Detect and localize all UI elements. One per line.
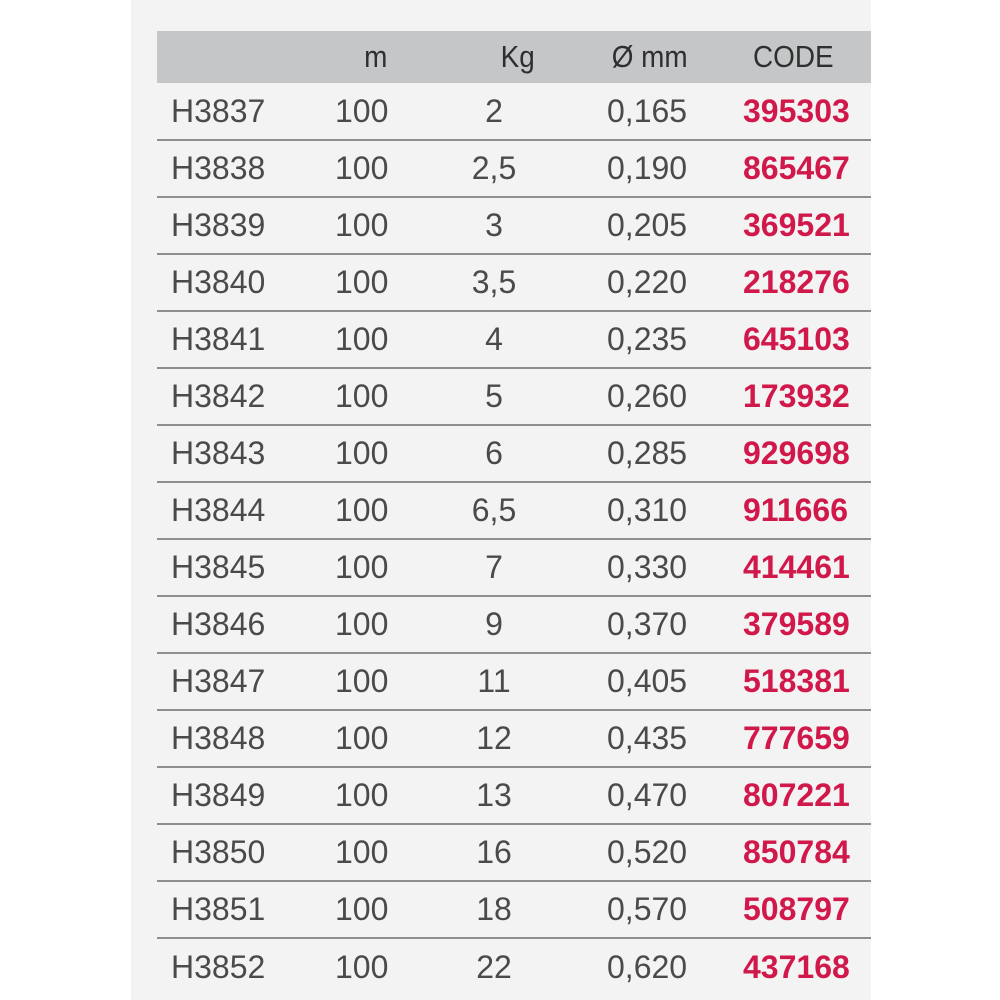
- cell-length-m: 100: [335, 891, 389, 927]
- table-row: [157, 254, 871, 311]
- cell-diameter-mm: 0,190: [607, 150, 688, 186]
- cell-ref: H3850: [171, 834, 266, 870]
- cell-strength-kg: 7: [485, 549, 503, 585]
- cell-code: 645103: [743, 321, 850, 357]
- table-row: [157, 653, 871, 710]
- cell-length-m: 100: [335, 948, 389, 985]
- cell-strength-kg: 2: [485, 92, 503, 129]
- cell-diameter-mm: 0,330: [607, 549, 688, 585]
- cell-diameter-mm: 0,370: [607, 606, 688, 642]
- cell-code: 437168: [743, 948, 850, 985]
- cell-ref: H3839: [171, 207, 266, 243]
- table-row: [157, 881, 871, 938]
- cell-diameter-mm: 0,285: [607, 435, 688, 471]
- cell-diameter-mm: 0,435: [607, 720, 688, 756]
- cell-diameter-mm: 0,405: [607, 663, 688, 699]
- cell-strength-kg: 18: [476, 891, 512, 927]
- table-header: [157, 31, 871, 83]
- cell-code: 173932: [743, 378, 850, 414]
- cell-diameter-mm: 0,165: [607, 92, 688, 129]
- cell-ref: H3842: [171, 378, 266, 414]
- cell-ref: H3838: [171, 150, 266, 186]
- header-length-m: m: [364, 39, 388, 74]
- cell-code: 865467: [743, 150, 850, 186]
- cell-diameter-mm: 0,235: [607, 321, 688, 357]
- cell-length-m: 100: [335, 777, 389, 813]
- cell-strength-kg: 13: [476, 777, 512, 813]
- cell-strength-kg: 16: [476, 834, 512, 870]
- cell-length-m: 100: [335, 321, 389, 357]
- cell-strength-kg: 2,5: [471, 150, 517, 186]
- cell-ref: H3847: [171, 663, 266, 699]
- cell-code: 369521: [743, 207, 850, 243]
- cell-strength-kg: 5: [485, 378, 503, 414]
- cell-ref: H3851: [171, 891, 266, 927]
- cell-code: 807221: [743, 777, 850, 813]
- cell-code: 379589: [743, 606, 850, 642]
- cell-length-m: 100: [335, 435, 389, 471]
- cell-diameter-mm: 0,620: [607, 948, 688, 985]
- cell-ref: H3848: [171, 720, 266, 756]
- header-strength-kg: Kg: [500, 39, 535, 74]
- cell-diameter-mm: 0,520: [607, 834, 688, 870]
- cell-diameter-mm: 0,220: [607, 264, 688, 300]
- table-row: [157, 710, 871, 767]
- cell-strength-kg: 11: [477, 663, 511, 699]
- cell-length-m: 100: [335, 378, 389, 414]
- cell-code: 911666: [743, 492, 849, 528]
- cell-length-m: 100: [335, 492, 389, 528]
- cell-strength-kg: 4: [485, 321, 503, 357]
- header-ref: [165, 31, 309, 83]
- cell-length-m: 100: [335, 549, 389, 585]
- table-row: [157, 482, 871, 539]
- table-row: [157, 938, 871, 995]
- cell-length-m: 100: [335, 264, 389, 300]
- cell-length-m: 100: [335, 606, 389, 642]
- cell-strength-kg: 22: [476, 948, 512, 985]
- cell-ref: H3845: [171, 549, 266, 585]
- cell-ref: H3844: [171, 492, 266, 528]
- table-row: [157, 311, 871, 368]
- cell-strength-kg: 3: [485, 207, 503, 243]
- cell-code: 518381: [743, 663, 850, 699]
- cell-code: 929698: [743, 435, 850, 471]
- cell-ref: H3841: [171, 321, 266, 357]
- table-row: [157, 824, 871, 881]
- cell-length-m: 100: [335, 92, 389, 129]
- cell-code: 508797: [743, 891, 850, 927]
- cell-diameter-mm: 0,260: [607, 378, 688, 414]
- cell-ref: H3840: [171, 264, 266, 300]
- cell-code: 850784: [743, 834, 850, 870]
- cell-code: 777659: [743, 720, 850, 756]
- cell-code: 395303: [743, 92, 850, 129]
- cell-code: 414461: [743, 549, 850, 585]
- product-spec-table: [157, 31, 871, 995]
- cell-strength-kg: 9: [485, 606, 503, 642]
- table-body: [157, 83, 871, 995]
- cell-length-m: 100: [335, 663, 389, 699]
- cell-length-m: 100: [335, 720, 389, 756]
- cell-ref: H3849: [171, 777, 266, 813]
- header-code: CODE: [753, 39, 834, 74]
- cell-strength-kg: 6: [485, 435, 503, 471]
- cell-strength-kg: 3,5: [471, 264, 517, 300]
- cell-code: 218276: [743, 264, 850, 300]
- cell-diameter-mm: 0,205: [607, 207, 688, 243]
- cell-ref: H3846: [171, 606, 266, 642]
- cell-diameter-mm: 0,570: [607, 891, 688, 927]
- table-row: [157, 368, 871, 425]
- table-row: [157, 197, 871, 254]
- cell-ref: H3837: [171, 92, 266, 129]
- table-row: [157, 539, 871, 596]
- table-row: [157, 140, 871, 197]
- cell-diameter-mm: 0,470: [607, 777, 688, 813]
- table-row: [157, 83, 871, 140]
- cell-ref: H3852: [171, 948, 266, 985]
- table-row: [157, 767, 871, 824]
- cell-length-m: 100: [335, 834, 389, 870]
- cell-length-m: 100: [335, 207, 389, 243]
- cell-strength-kg: 6,5: [471, 492, 517, 528]
- cell-length-m: 100: [335, 150, 389, 186]
- cell-ref: H3843: [171, 435, 266, 471]
- header-diameter-mm: Ø mm: [611, 39, 688, 74]
- cell-diameter-mm: 0,310: [607, 492, 688, 528]
- header-row: [157, 31, 871, 83]
- table-row: [157, 596, 871, 653]
- cell-strength-kg: 12: [476, 720, 512, 756]
- table-row: [157, 425, 871, 482]
